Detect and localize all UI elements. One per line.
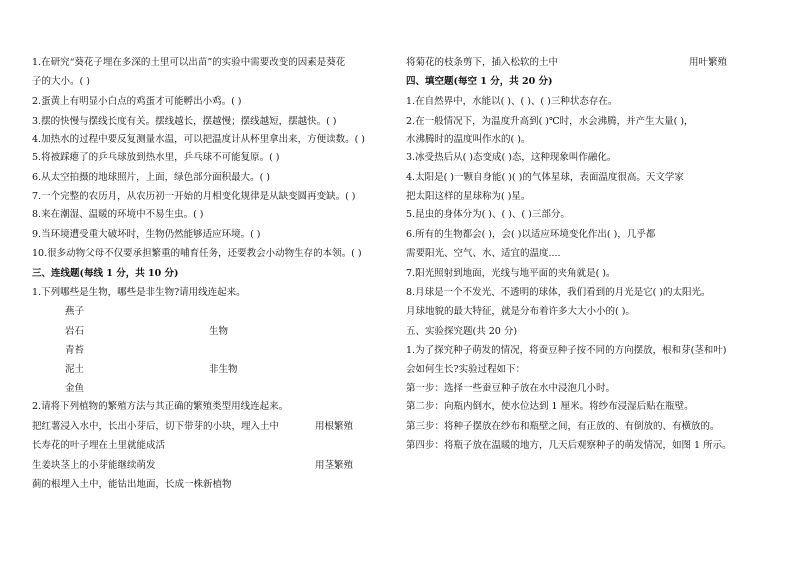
propagation-method-1: 把红薯浸入水中，长出小芽后，切下带芽的小块，埋入土中 (32, 421, 280, 432)
section-4-title: 四、填空题(每空 1 分，共 20 分) (406, 76, 553, 87)
matching-q2: 2.请将下列植物的繁殖方法与其正确的繁殖类型用线连起来。 (32, 401, 289, 412)
experiment-step-3: 第三步：将种子摆放在纱布和瓶壁之间，有正放的、有倒放的、有横放的。 (406, 421, 720, 432)
tf-item-10: 10.很多动物父母不仅要承担繁重的哺育任务，还要教会小动物生存的本领。( ) (32, 248, 362, 259)
match-item-moss: 青苔 (65, 345, 85, 356)
matching-q1: 1.下列哪些是生物，哪些是非生物?请用线连起来。 (32, 287, 246, 298)
match-item-rock: 岩石 (65, 326, 85, 337)
match-item-swallow: 燕子 (65, 306, 85, 317)
tf-item-8: 8.来在潮湿、温暖的环境中不易生虫。( ) (32, 209, 204, 220)
fill-8a: 8.月球是一个不发光、不透明的球体，我们看到的月光是它( )的太阳光。 (406, 287, 711, 298)
fill-5: 5.昆虫的身体分为( )、( )、( )三部分。 (406, 209, 570, 220)
section-5-title: 五、实验探究题(共 20 分) (406, 326, 518, 337)
tf-item-1a: 1.在研究“葵花子埋在多深的土里可以出苗”的实验中需要改变的因素是葵花 (32, 57, 346, 68)
tf-item-9: 9.当环境遭受重大破坏时，生物仍然能够适应环境。( ) (32, 229, 261, 240)
tf-item-7: 7.一个完整的农历月，从农历初一开始的月相变化规律是从缺变圆再变缺。( ) (32, 191, 356, 202)
category-nonliving: 非生物 (209, 364, 238, 375)
experiment-q1b: 会如何生长?实验过程如下： (406, 364, 526, 375)
experiment-step-2: 第二步：向瓶内倒水，使水位达到 1 厘米。将纱布浸湿后贴在瓶壁。 (406, 401, 694, 412)
tf-item-4: 4.加热水的过程中要反复测量水温，可以把温度计从杯里拿出来，方便读数。( ) (32, 134, 365, 145)
experiment-step-4: 第四步：将瓶子放在温暖的地方，几天后观察种子的萌发情况，如图 1 所示。 (406, 440, 732, 451)
fill-3: 3.冰受热后从( )态变成( )态，这种现象叫作融化。 (406, 152, 617, 163)
propagation-method-3: 生姜块茎上的小芽能继续萌发 (32, 460, 156, 471)
fill-6b: 需要阳光、空气、水、适宜的温度.... (406, 248, 561, 259)
fill-1: 1.在自然界中，水能以( )、( )、( )三种状态存在。 (406, 96, 618, 107)
category-living: 生物 (209, 326, 229, 337)
match-item-goldfish: 金鱼 (65, 383, 85, 394)
fill-8b: 月球地貌的最大特征，就是分布着许多大大小小的( )。 (406, 306, 635, 317)
propagation-method-2: 长寿花的叶子埋在土里就能成活 (32, 440, 166, 451)
fill-2b: 水沸腾时的温度叫作水的( )。 (406, 134, 531, 145)
match-item-soil: 泥土 (65, 364, 85, 375)
fill-4b: 把太阳这样的星球称为( )星。 (406, 191, 531, 202)
fill-7: 7.阳光照射到地面，光线与地平面的夹角就是( )。 (406, 268, 616, 279)
fill-6a: 6.所有的生物都会( )，会( )以适应环境变化作出( )，几乎都 (406, 229, 656, 240)
experiment-q1a: 1.为了探究种子萌发的情况，将蚕豆种子按不同的方向摆放，根和芽(茎和叶) (406, 345, 727, 356)
tf-item-3: 3.摆的快慢与摆线长度有关。摆线越长，摆越慢；摆线越短，摆越快。( ) (32, 116, 337, 127)
propagation-type-leaf: 用叶繁殖 (689, 57, 728, 68)
section-3-title: 三、连线题(每线 1 分，共 10 分) (32, 268, 179, 279)
fill-4a: 4.太阳是( )一颗自身能( )( )的气体星球，表面温度很高。天文学家 (406, 172, 684, 183)
propagation-type-stem: 用茎繁殖 (315, 460, 354, 471)
propagation-method-4: 蓟的根埋入土中，能钻出地面，长成一株新植物 (32, 479, 232, 490)
tf-item-5: 5.将被踩瘪了的乒乓球放到热水里，乒乓球不可能复原。( ) (32, 152, 280, 163)
experiment-step-1: 第一步：选择一些蚕豆种子放在水中浸泡几小时。 (406, 383, 616, 394)
propagation-method-5: 将菊花的枝条剪下，插入松软的土中 (406, 57, 559, 68)
fill-2a: 2.在一般情况下，为温度升高到( )℃时，水会沸腾，并产生大量( )， (406, 116, 694, 127)
propagation-type-root: 用根繁殖 (315, 421, 354, 432)
tf-item-6: 6.从太空拍摄的地球照片，上面，绿色部分面积最大。( ) (32, 172, 270, 183)
tf-item-2: 2.蛋黄上有明显小白点的鸡蛋才可能孵出小鸡。( ) (32, 96, 242, 107)
tf-item-1b: 子的大小。( ) (32, 76, 90, 87)
